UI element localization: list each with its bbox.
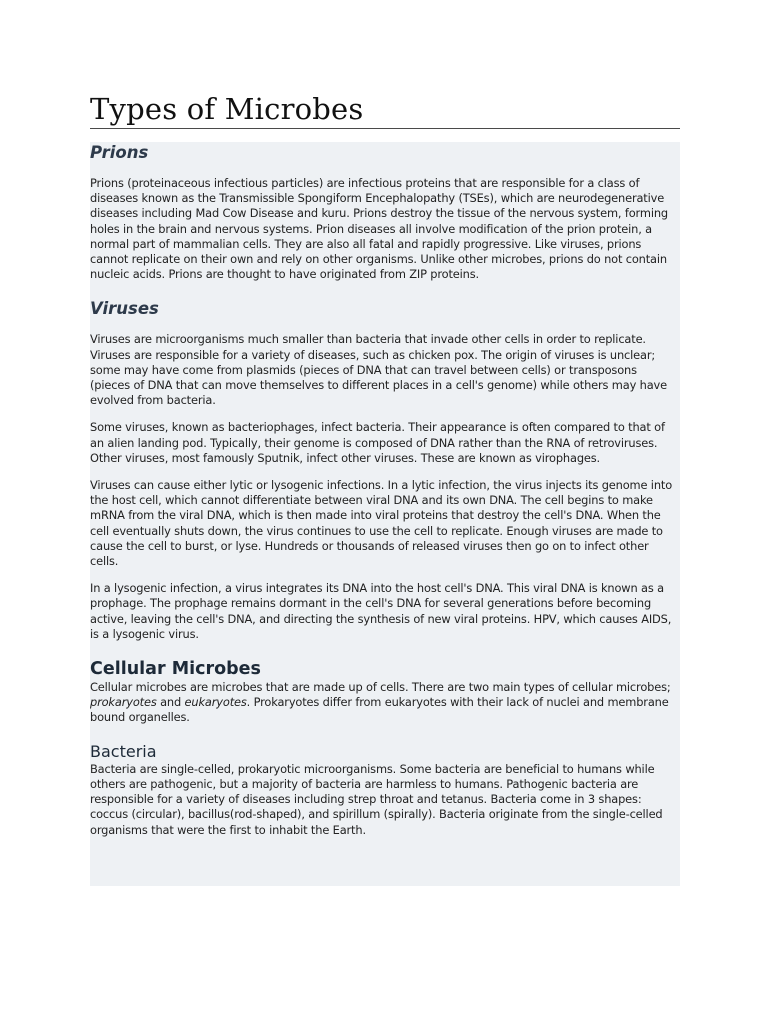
paragraph-bacteria: Bacteria are single-celled, prokaryotic microorganisms. Some bacteria are beneficial to humans while others are pathogenic, but a majority of bacteria are harmless to humans. Pathogenic bacteria are responsible for a variety of diseases including strep throat and tetanus. Bacteria come in 3 shapes: coccus (circular), bacillus(rod-shaped), and spirillum (spirally). Bacteria originate from the single-celled organisms that were the first to inhabit the Earth. bbox=[90, 761, 663, 837]
paragraph-viruses-3: Viruses can cause either lytic or lysogenic infections. In a lytic infection, the virus injects its genome into the host cell, which cannot differentiate between viral DNA and its own DNA. The cell begins to make mRNA from the viral DNA, which is then made into viral proteins that destroy the cell's DNA. When the cell eventually shuts down, the virus continues to use the cell to replicate. Enough viruses are made to cause the cell to burst, or lyse. Hundreds or thousands of released viruses then go on to infect other cells. bbox=[90, 478, 673, 569]
term-eukaryotes: eukaryotes bbox=[184, 695, 247, 710]
term-prokaryotes: prokaryotes bbox=[90, 695, 157, 710]
section-heading-cellular-microbes: Cellular Microbes bbox=[90, 659, 261, 680]
paragraph-viruses-1: Viruses are microorganisms much smaller than bacteria that invade other cells in order to replicate. Viruses are responsible for a variety of diseases, such as chicken pox. The origin of viruses is unclear; some may have come from plasmids (pieces of DNA that can travel between cells) or transposons (pieces of DNA that can move themselves to different places in a cell's genome) while others may have evolved from bacteria. bbox=[90, 332, 667, 408]
paragraph-viruses-4: In a lysogenic infection, a virus integrates its DNA into the host cell's DNA. This viral DNA is known as a prophage. The prophage remains dormant in the cell's DNA for several generations before becoming active, leaving the cell's DNA, and directing the synthesis of new viral proteins. HPV, which causes AIDS, is a lysogenic virus. bbox=[90, 581, 672, 641]
paragraph-viruses-2: Some viruses, known as bacteriophages, infect bacteria. Their appearance is often compared to that of an alien landing pod. Typically, their genome is composed of DNA rather than the RNA of retroviruses. Other viruses, most famously Sputnik, infect other viruses. These are known as virophages. bbox=[90, 420, 665, 465]
subsection-heading-bacteria: Bacteria bbox=[90, 741, 157, 761]
section-heading-viruses: Viruses bbox=[90, 299, 159, 319]
paragraph-prions: Prions (proteinaceous infectious particles) are infectious proteins that are responsible for a class of diseases known as the Transmissible Spongiform Encephalopathy (TSEs), which are neurodegenerative diseases including Mad Cow Disease and kuru. Prions destroy the tissue of the nervous system, forming holes in the brain and nervous systems. Prion diseases all involve modification of the prion protein, a normal part of mammalian cells. They are also all fatal and rapidly progressive. Like viruses, prions cannot replicate on their own and rely on other organisms. Unlike other microbes, prions do not contain nucleic acids. Prions are thought to have originated from ZIP proteins. bbox=[90, 176, 668, 282]
section-heading-prions: Prions bbox=[90, 143, 149, 162]
document-body bbox=[90, 142, 680, 886]
page-title: Types of Microbes bbox=[90, 90, 680, 129]
cellular-text-and: and bbox=[156, 695, 185, 710]
cellular-text-before: Cellular microbes are microbes that are made up of cells. There are two main types of cellular microbes; bbox=[90, 680, 671, 695]
paragraph-cellular-microbes bbox=[90, 680, 678, 726]
cellular-text-after: . Prokaryotes differ from eukaryotes with their lack of nuclei and membrane bound organelles. bbox=[90, 695, 669, 725]
